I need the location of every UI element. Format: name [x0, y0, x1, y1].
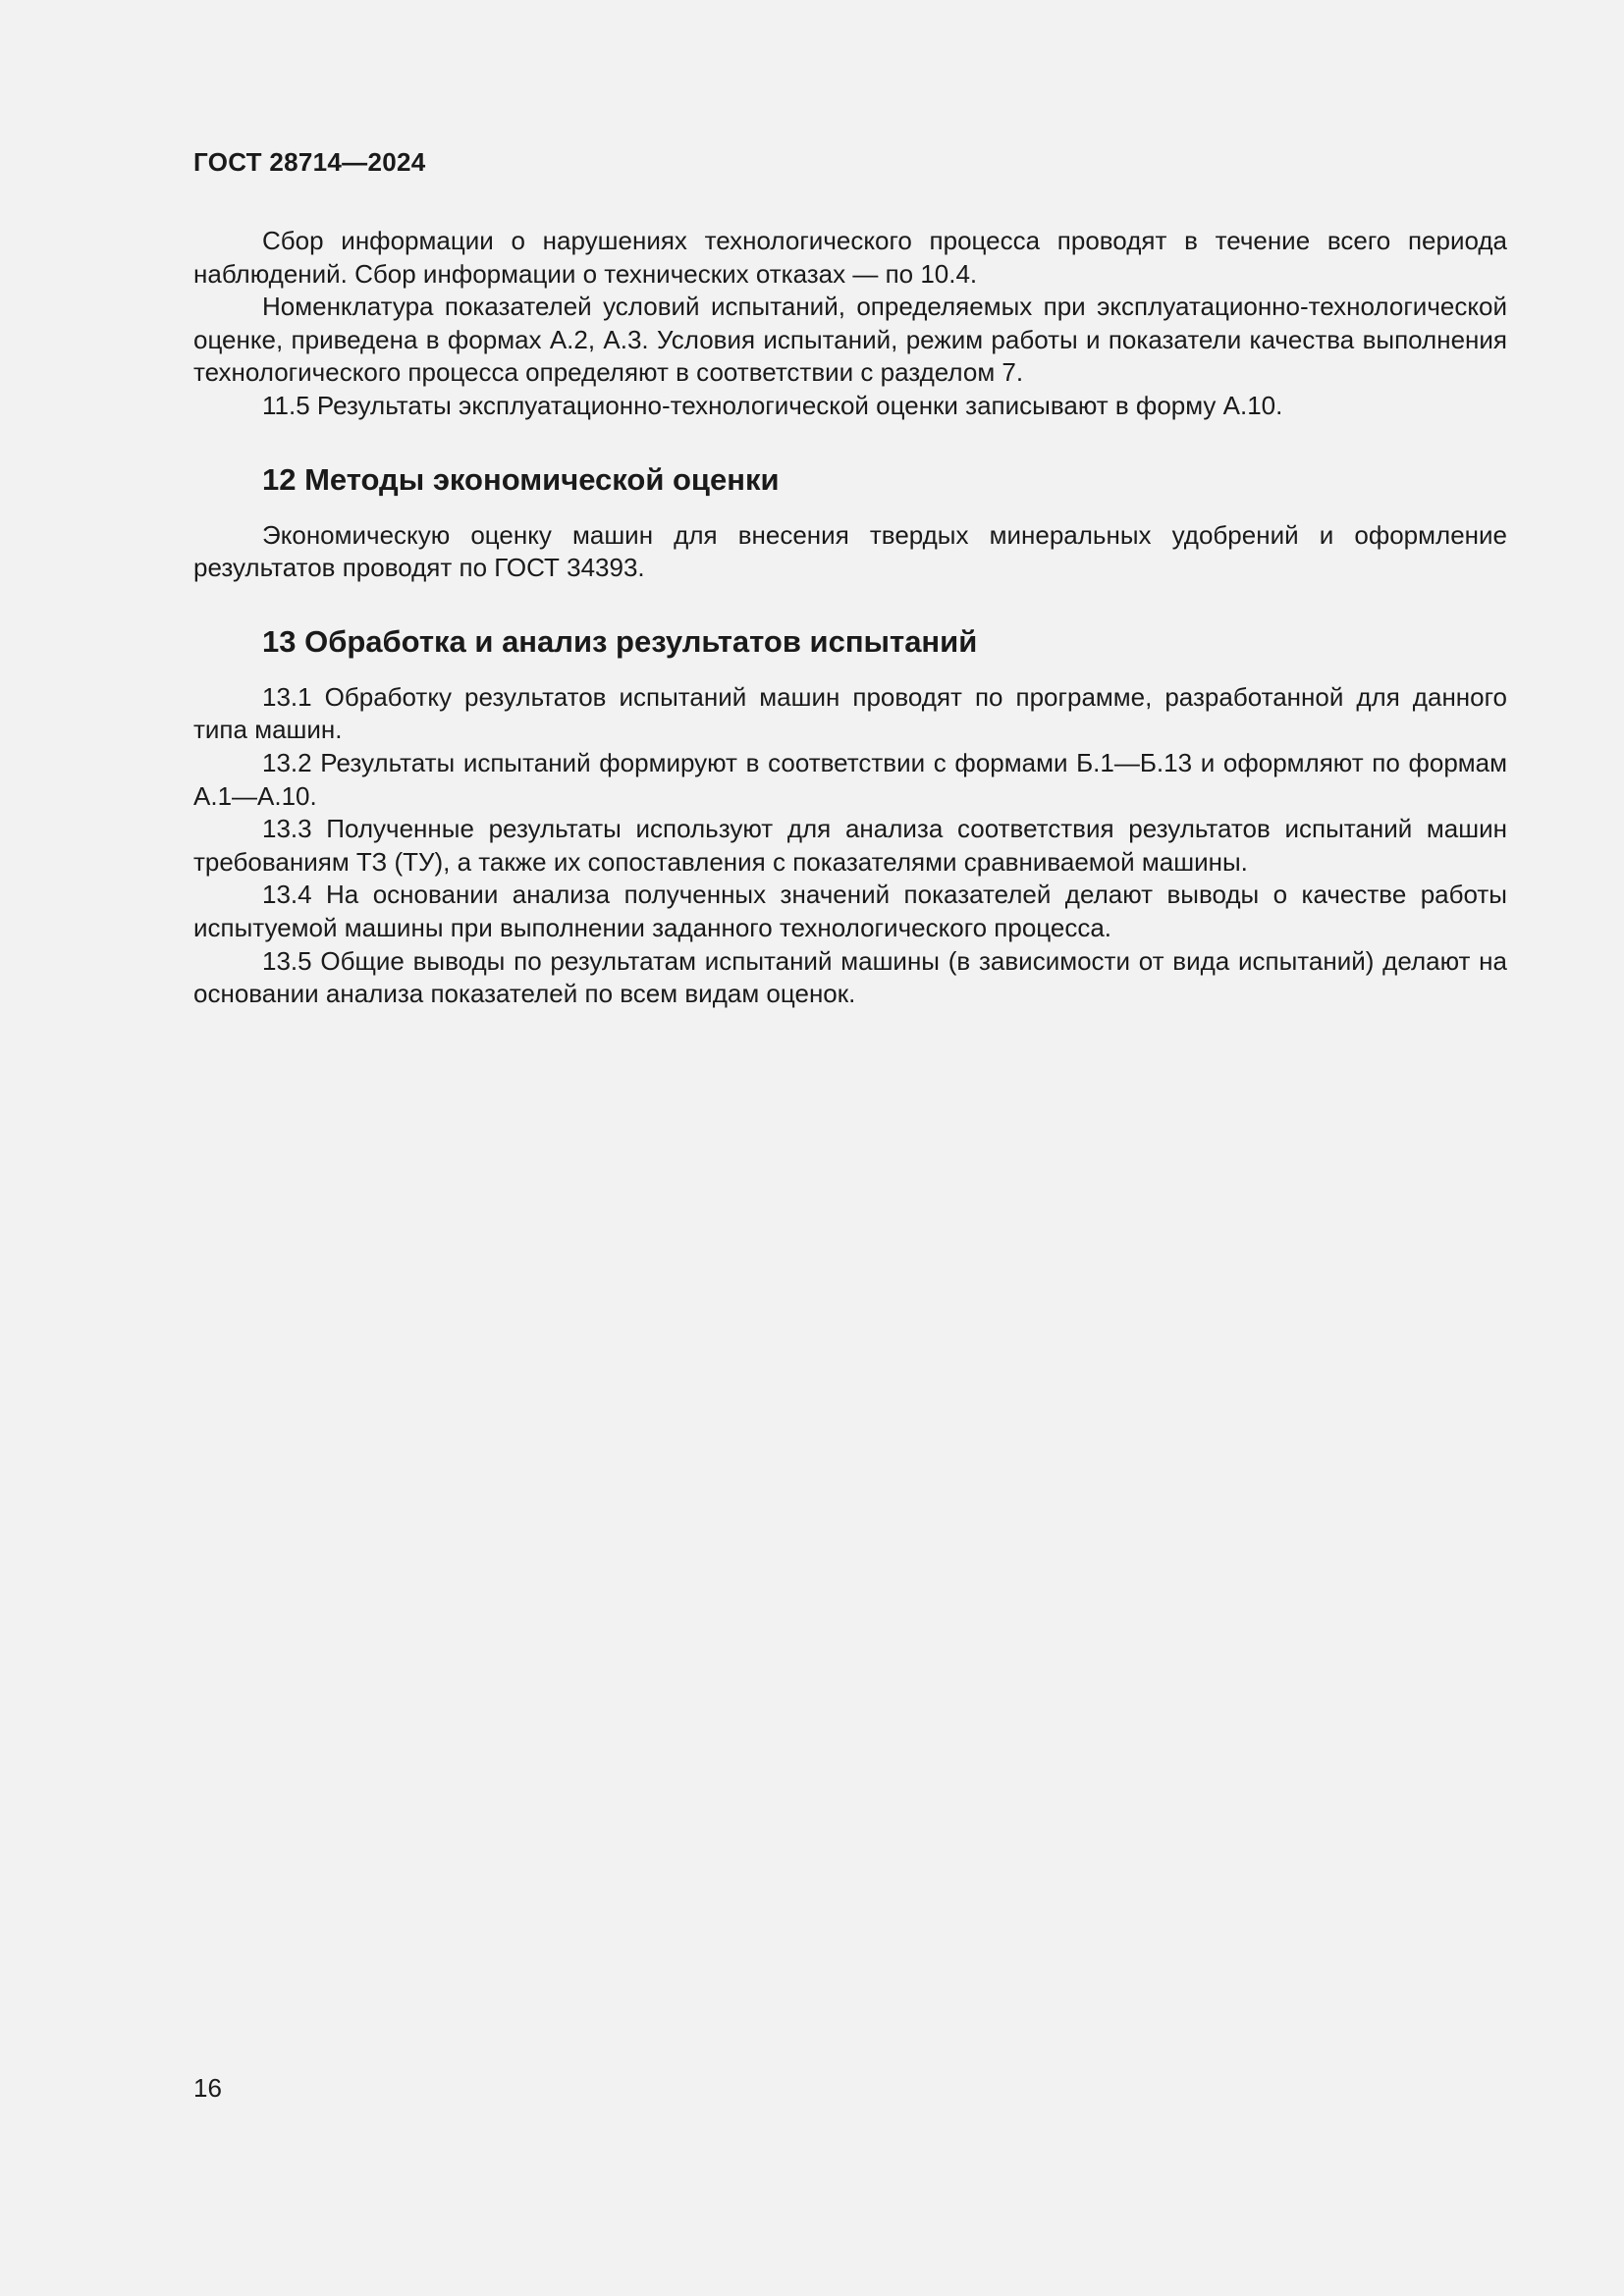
paragraph: 13.4 На основании анализа полученных значений показателей делают выводы о качестве работы испытуемой машины при выполнении заданного технологического процесса.: [193, 880, 1507, 942]
page-number: 16: [193, 2073, 222, 2103]
paragraph: 13.3 Полученные результаты используют для анализа соответствия результатов испытаний машин требованиям ТЗ (ТУ), а также их сопоставления с показателями сравниваемой машины.: [193, 814, 1507, 877]
paragraph: Экономическую оценку машин для внесения твердых минеральных удобрений и оформление результатов проводят по ГОСТ 34393.: [193, 519, 1507, 583]
document-header: ГОСТ 28714—2024: [193, 147, 426, 177]
paragraph: 11.5 Результаты эксплуатационно-технологической оценки записывают в форму А.10.: [262, 390, 1283, 420]
paragraph: Номенклатура показателей условий испытаний, определяемых при эксплуатационно-технологической оценке, приведена в формах А.2, А.3. Условия испытаний, режим работы и показатели качества выполнения технологического процесса определяют в соответствии с разделом 7.: [193, 292, 1507, 388]
paragraph: Сбор информации о нарушениях технологического процесса проводят в течение всего периода наблюдений. Сбор информации о технических отказах — по 10.4.: [193, 226, 1507, 289]
paragraph: 13.2 Результаты испытаний формируют в соответствии с формами Б.1—Б.13 и оформляют по формам А.1—А.10.: [193, 747, 1507, 811]
paragraph: 13.1 Обработку результатов испытаний машин проводят по программе, разработанной для данного типа машин.: [193, 681, 1507, 745]
section-12-title: 12 Методы экономической оценки: [262, 461, 780, 497]
document-body: [193, 225, 1507, 1011]
section-13-title: 13 Обработка и анализ результатов испытаний: [262, 623, 978, 659]
paragraph: 13.5 Общие выводы по результатам испытаний машины (в зависимости от вида испытаний) делают на основании анализа показателей по всем видам оценок.: [193, 945, 1507, 1009]
